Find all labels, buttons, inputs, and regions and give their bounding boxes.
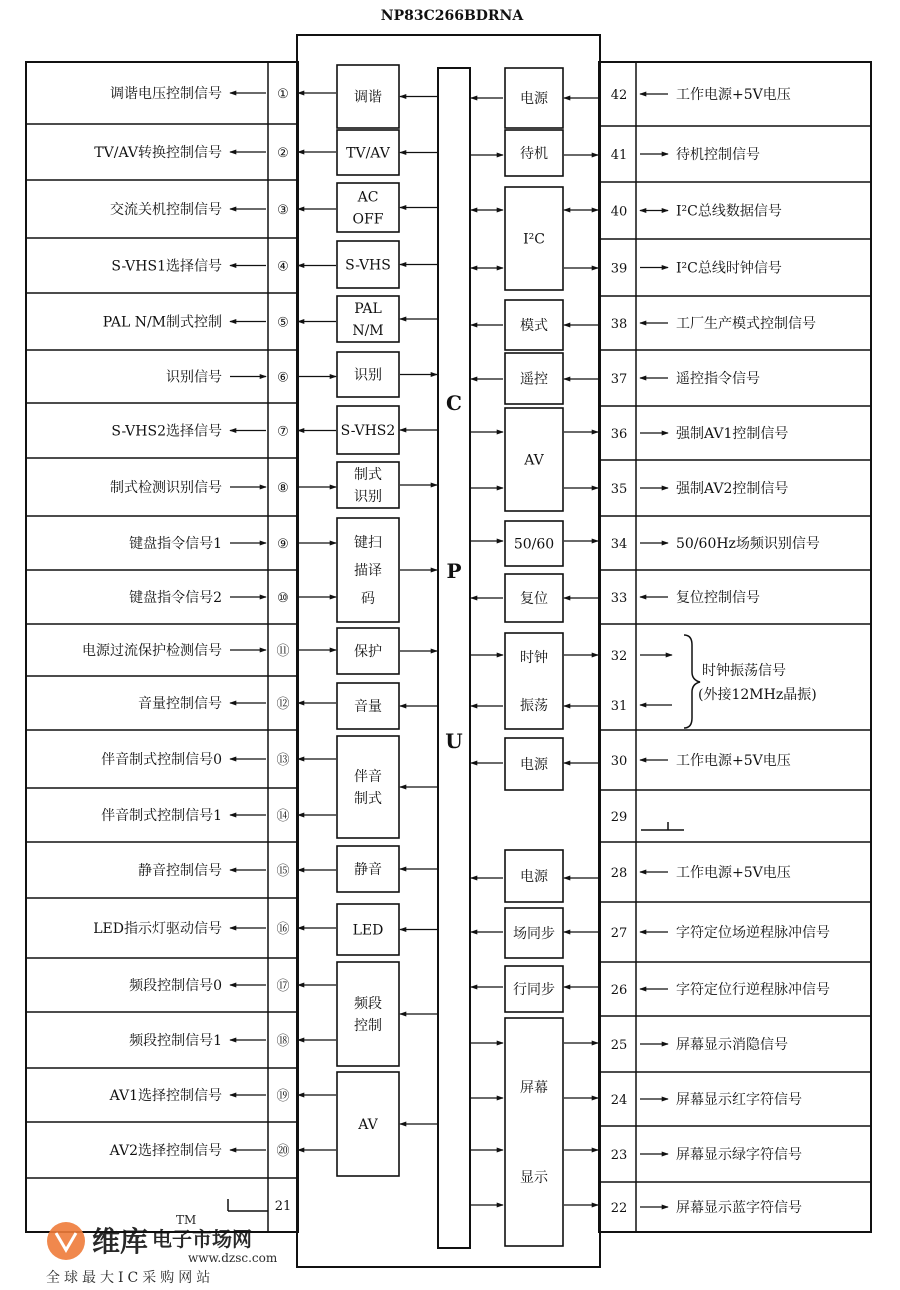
left-block-label: AC (357, 189, 379, 206)
clock-label-line1: 时钟振荡信号 (702, 663, 786, 679)
right-signal-label: I²C总线时钟信号 (676, 260, 782, 277)
left-block-label: 制式 (354, 467, 382, 483)
watermark-logo-icon (47, 1222, 85, 1260)
watermark-tm: TM (176, 1213, 197, 1227)
watermark (46, 1213, 278, 1286)
left-signal-label: 频段控制信号1 (129, 1033, 222, 1049)
watermark-brand: 维库 (92, 1225, 149, 1258)
right-block-label: 行同步 (513, 982, 555, 998)
pin-number-right: 22 (610, 1201, 628, 1216)
left-block-label: AV (358, 1117, 378, 1133)
right-block-label: I²C (523, 231, 545, 248)
left-block-label: 保护 (354, 644, 382, 660)
left-block-label: 频段 (354, 996, 382, 1012)
left-function-block (337, 736, 399, 838)
pin-number-right: 24 (610, 1093, 628, 1108)
right-signal-label: 复位控制信号 (676, 590, 760, 606)
left-pin-rows (26, 85, 336, 1214)
cpu-letter-u: U (445, 729, 463, 753)
pin-number-right: 37 (610, 372, 628, 387)
pin-number-left: ⑬ (276, 753, 290, 768)
left-block-label: S-VHS2 (340, 423, 396, 439)
right-function-block (505, 633, 563, 729)
pin-number-left: ④ (277, 259, 289, 275)
pin-number-right: 38 (610, 317, 628, 332)
right-signal-label: 字符定位场逆程脉冲信号 (676, 925, 830, 941)
left-signal-label: 电源过流保护检测信号 (82, 643, 222, 659)
pin-number-left: ⑦ (277, 424, 289, 440)
pin-number-left: ⑪ (276, 644, 290, 659)
left-function-blocks (337, 65, 437, 1176)
pin-number-left: 21 (274, 1199, 292, 1214)
right-signal-label: 字符定位行逆程脉冲信号 (676, 982, 830, 998)
right-block-label: 待机 (520, 146, 548, 162)
left-block-label: N/M (352, 323, 384, 339)
right-block-label: 50/60 (513, 536, 555, 553)
left-signal-label: PAL N/M制式控制 (102, 314, 222, 331)
left-signal-label: 静音控制信号 (138, 863, 222, 879)
chip-title: NP83C266BDRNA (380, 8, 524, 24)
right-signal-label: 强制AV2控制信号 (676, 481, 789, 497)
pin-number-right: 28 (610, 866, 628, 881)
pin-number-left: ⑫ (276, 697, 290, 712)
left-signal-label: AV1选择控制信号 (109, 1088, 222, 1104)
left-block-label: 键扫 (354, 535, 382, 551)
left-block-label: OFF (352, 211, 384, 228)
left-block-label: 识别 (354, 367, 382, 384)
pin-number-right: 26 (610, 983, 628, 998)
left-block-label: 制式 (354, 791, 382, 807)
right-signal-label: 工作电源+5V电压 (676, 753, 791, 769)
right-pin-rows (599, 86, 871, 1216)
pin-number-left: ⑰ (276, 979, 290, 994)
left-block-label: 描译 (354, 563, 382, 579)
clock-label-line2: (外接12MHz晶振) (698, 687, 817, 703)
right-function-block (505, 1018, 563, 1246)
right-block-label: 屏幕 (520, 1080, 548, 1096)
right-signal-label: 屏幕显示红字符信号 (676, 1092, 802, 1108)
pin-number-right: 32 (610, 649, 628, 664)
pin-number-right: 41 (610, 148, 628, 163)
right-function-blocks (471, 68, 598, 1246)
pin-number-left: ③ (277, 203, 289, 218)
right-signal-label: 待机控制信号 (676, 147, 760, 163)
pin-number-left: ② (277, 146, 289, 161)
pin-number-left: ⑨ (277, 537, 289, 552)
left-signal-label: 识别信号 (166, 369, 222, 386)
right-signal-label: 50/60Hz场频识别信号 (676, 536, 820, 552)
left-signal-label: AV2选择控制信号 (109, 1143, 222, 1159)
right-block-label: 电源 (520, 757, 548, 773)
pin-number-right: 36 (610, 427, 628, 442)
left-signal-label: 制式检测识别信号 (110, 480, 222, 496)
left-block-label: 伴音 (354, 769, 382, 785)
right-block-label: 场同步 (513, 926, 555, 942)
pin-number-right: 31 (610, 699, 628, 714)
left-block-label: 音量 (354, 699, 382, 715)
left-signal-label: 交流关机控制信号 (110, 202, 222, 218)
left-signal-label: S-VHS2选择信号 (111, 423, 222, 440)
pin-number-left: ⑥ (277, 370, 289, 386)
pin-number-right: 30 (610, 754, 628, 769)
pin-number-right: 39 (610, 261, 628, 277)
right-signal-label: 工厂生产模式控制信号 (676, 316, 816, 332)
pin-number-right: 27 (610, 926, 628, 941)
left-block-label: 识别 (354, 489, 382, 505)
right-block-label: 显示 (520, 1170, 548, 1186)
right-block-label: 模式 (520, 318, 548, 334)
pin-number-right: 33 (610, 591, 628, 606)
cpu-letter-p: P (446, 559, 462, 583)
left-signal-label: 音量控制信号 (138, 696, 222, 712)
left-signal-label: S-VHS1选择信号 (111, 258, 222, 275)
cpu-bar (438, 68, 470, 1248)
pin-number-left: ⑩ (277, 591, 289, 606)
right-signal-panel (599, 62, 871, 1232)
pin-number-left: ⑯ (276, 922, 290, 937)
right-signal-label: 屏幕显示绿字符信号 (676, 1147, 802, 1163)
pin-number-left: ⑮ (276, 864, 290, 879)
right-signal-label: 遥控指令信号 (676, 371, 760, 387)
cpu-letter-c: C (446, 391, 462, 415)
left-block-label: TV/AV (346, 145, 390, 162)
right-signal-label: I²C总线数据信号 (676, 203, 782, 220)
left-signal-label: 键盘指令信号1 (129, 536, 222, 552)
pin-number-right: 42 (610, 88, 628, 103)
right-block-label: AV (524, 452, 544, 469)
right-block-label: 振荡 (520, 698, 548, 714)
left-signal-label: 调谐电压控制信号 (110, 86, 222, 102)
watermark-url: www.dzsc.com (188, 1251, 278, 1265)
pin-number-left: ⑳ (276, 1144, 290, 1159)
left-function-block (337, 962, 399, 1066)
pin-number-right: 23 (610, 1148, 628, 1163)
pin-number-left: ⑤ (277, 315, 289, 331)
right-signal-label: 工作电源+5V电压 (676, 87, 791, 103)
left-signal-label: LED指示灯驱动信号 (93, 921, 222, 937)
right-block-label: 复位 (520, 591, 548, 607)
left-signal-label: 伴音制式控制信号1 (101, 808, 222, 824)
pin-number-left: ① (277, 87, 289, 102)
pin-number-left: ⑱ (276, 1034, 290, 1049)
pin-number-right: 29 (610, 810, 628, 825)
left-block-label: 调谐 (354, 89, 382, 106)
pin-number-right: 34 (610, 537, 628, 552)
right-signal-label: 强制AV1控制信号 (676, 426, 789, 442)
left-block-label: 静音 (354, 862, 382, 878)
left-block-label: 码 (361, 591, 375, 607)
right-signal-label: 工作电源+5V电压 (676, 865, 791, 881)
left-signal-label: 伴音制式控制信号0 (101, 752, 222, 768)
right-signal-label: 屏幕显示蓝字符信号 (676, 1200, 802, 1216)
watermark-brand-sub: 电子市场网 (152, 1227, 252, 1251)
pin-number-right: 35 (610, 482, 628, 497)
left-signal-label: TV/AV转换控制信号 (94, 145, 222, 161)
left-signal-label: 键盘指令信号2 (129, 590, 222, 606)
right-block-label: 遥控 (520, 371, 548, 388)
pin-number-right: 25 (610, 1038, 628, 1053)
pin-number-left: ⑧ (277, 481, 289, 496)
watermark-slogan: 全球最大IC采购网站 (46, 1270, 215, 1286)
pin-number-left: ⑭ (276, 809, 290, 824)
right-block-label: 电源 (520, 91, 548, 107)
pin-number-right: 40 (610, 204, 628, 220)
left-block-label: PAL (354, 301, 382, 317)
left-block-label: 控制 (354, 1018, 382, 1034)
clock-brace (684, 635, 700, 728)
pin-number-left: ⑲ (276, 1089, 290, 1104)
right-block-label: 电源 (520, 869, 548, 885)
left-block-label: LED (352, 922, 384, 939)
left-signal-label: 频段控制信号0 (129, 978, 222, 994)
right-signal-label: 屏幕显示消隐信号 (676, 1037, 788, 1053)
right-block-label: 时钟 (520, 650, 548, 666)
left-block-label: S-VHS (345, 257, 391, 274)
